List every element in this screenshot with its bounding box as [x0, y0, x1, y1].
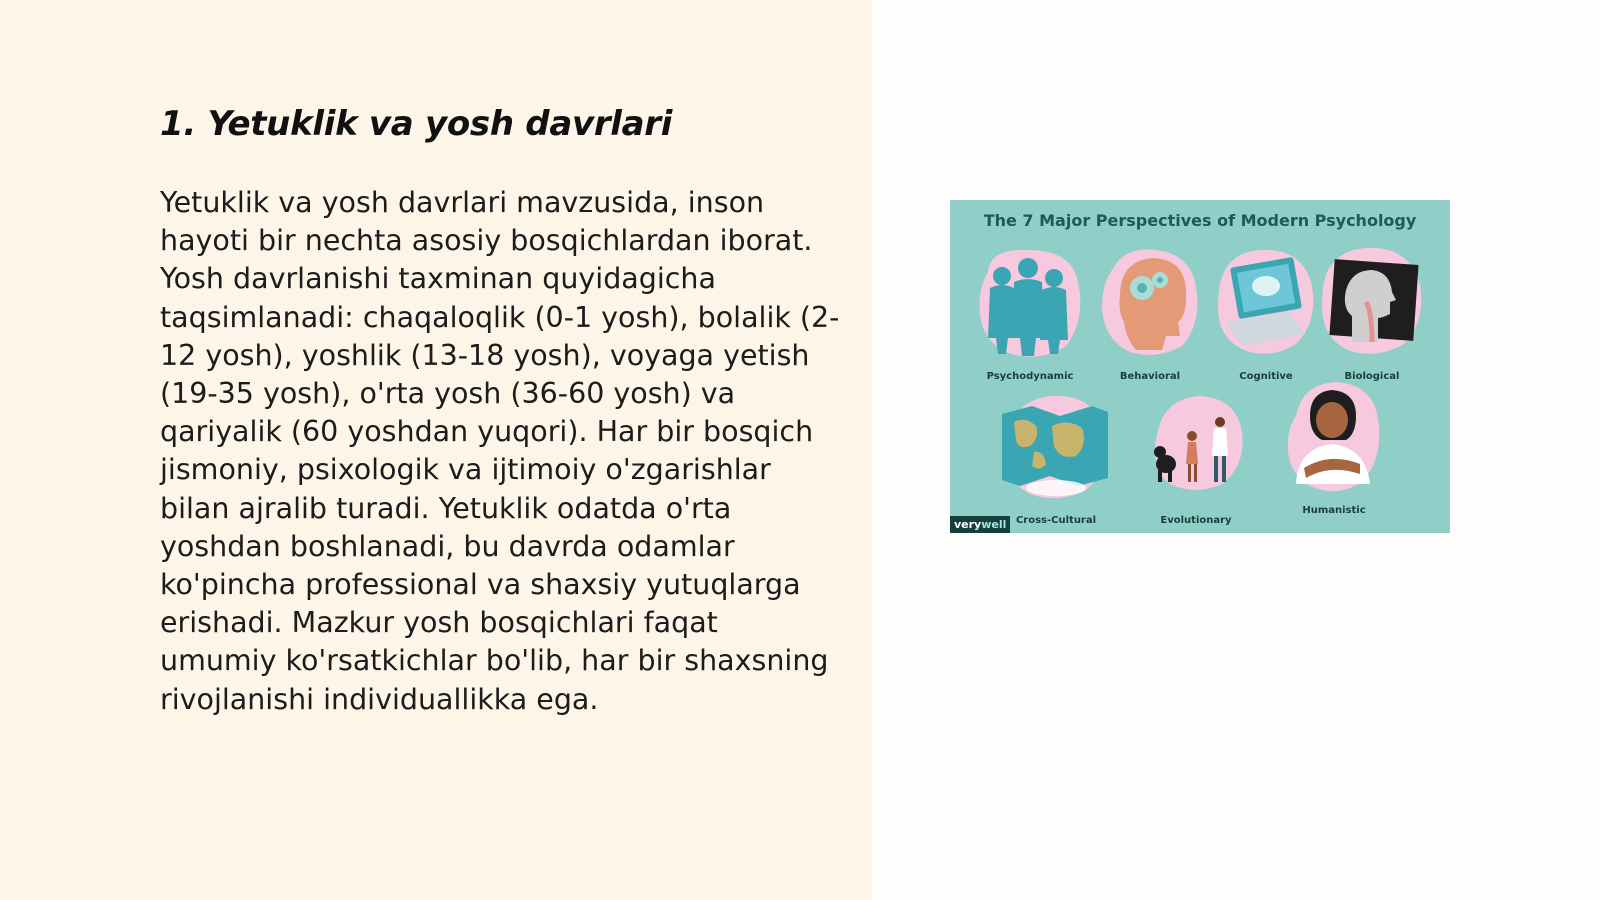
panel-psychodynamic — [970, 242, 1090, 382]
brand-accent: well — [981, 518, 1007, 531]
panel-humanistic — [1274, 376, 1394, 516]
panel-cross-cultural — [996, 386, 1116, 526]
cognitive-illustration — [1206, 242, 1326, 362]
psychology-perspectives-image — [950, 200, 1450, 533]
label-humanistic: Humanistic — [1302, 505, 1366, 516]
behavioral-illustration — [1090, 242, 1210, 362]
slide-title: 1. Yetuklik va yosh davrlari — [160, 104, 673, 144]
slide-body-text: Yetuklik va yosh davrlari mavzusida, inson hayoti bir nechta asosiy bosqichlardan iborat. Yosh davrlanishi taxminan quyidagicha taqsimlanadi: chaqaloqlik (0-1 yosh), bolalik (2-12 yosh), yoshlik (13-18 yosh), voyaga yetish (19-35 yosh), o'rta yosh (36-60 yosh) va qariyalik (60 yoshdan yuqori). Har bir bosqich jismoniy, psixologik va ijtimoiy o'zgarishlar bilan ajralib turadi. Yetuklik odatda o'rta yoshdan boshlanadi, bu davrda odamlar ko'pincha professional va shaxsiy yutuqlarga erishadi. Mazkur yosh bosqichlari faqat umumiy ko'rsatkichlar bo'lib, har bir shaxsning rivojlanishi individuallikka ega. — [160, 186, 840, 716]
label-behavioral: Behavioral — [1119, 371, 1181, 382]
verywell-logo — [950, 516, 1010, 533]
infographic-title: The 7 Major Perspectives of Modern Psychology — [983, 211, 1417, 230]
label-biological: Biological — [1344, 371, 1400, 382]
panel-cognitive — [1206, 242, 1326, 382]
psychodynamic-illustration — [970, 242, 1090, 362]
label-cross-cultural: Cross-Cultural — [1015, 515, 1097, 526]
brand-main: very — [954, 518, 982, 531]
evolutionary-illustration — [1136, 386, 1256, 506]
panel-biological — [1312, 242, 1432, 382]
panel-behavioral — [1090, 242, 1210, 382]
biological-illustration — [1312, 242, 1432, 362]
humanistic-illustration — [1274, 376, 1394, 506]
label-psychodynamic: Psychodynamic — [986, 371, 1074, 382]
label-evolutionary: Evolutionary — [1160, 515, 1232, 526]
panel-evolutionary — [1136, 386, 1256, 526]
label-cognitive: Cognitive — [1239, 371, 1293, 382]
cross-cultural-illustration — [996, 386, 1116, 506]
